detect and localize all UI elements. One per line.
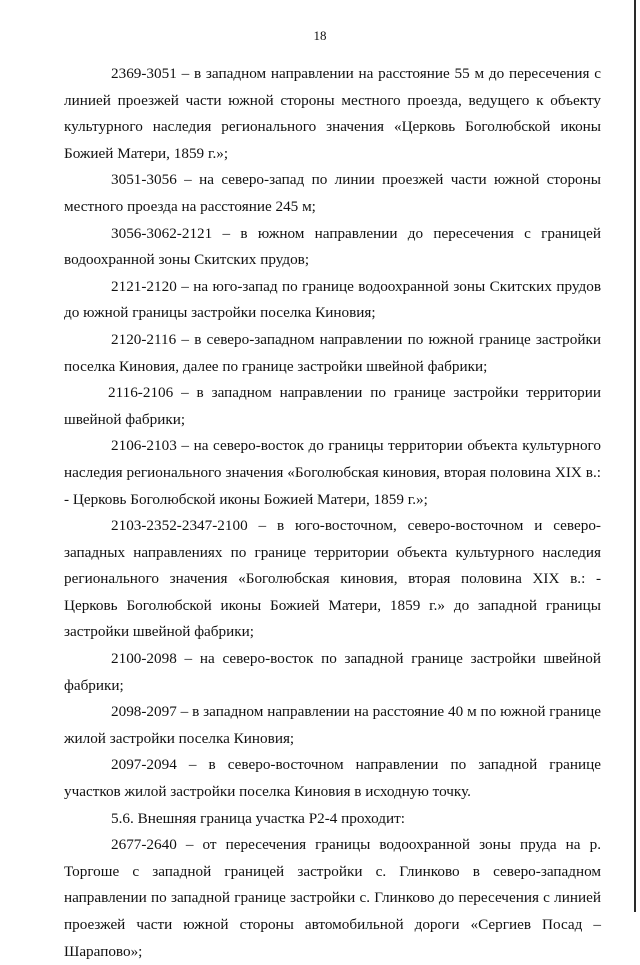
document-body (64, 61, 601, 965)
paragraph-2106-2103: 2106-2103 – на северо-восток до границы территории объекта культурного наследия регионального значения «Боголюбская киновия, вторая половина XIX в.: - Церковь Боголюбской иконы Божией Матери, 1859 г.»; (64, 437, 601, 508)
paragraph-2369-3051: 2369-3051 – в западном направлении на расстояние 55 м до пересечения с линией проезжей части южной стороны местного проезда, ведущего к объекту культурного наследия регионального значения «Церковь Боголюбской иконы Божией Матери, 1859 г.»; (64, 65, 601, 162)
paragraph-2677-2640: 2677-2640 – от пересечения границы водоохранной зоны пруда на р. Торгоше с западной границей застройки с. Глинково в северо-западном направлении по западной границе застройки с. Глинково до пересечения с линией проезжей части южной стороны автомобильной дороги «Сергиев Посад – Шарапово»; (64, 836, 601, 960)
paragraph-2098-2097: 2098-2097 – в западном направлении на расстояние 40 м по южной границе жилой застройки поселка Киновия; (64, 703, 601, 747)
paragraph-2097-2094: 2097-2094 – в северо-восточном направлении по западной границе участков жилой застройки поселка Киновия в исходную точку. (64, 756, 601, 801)
section-heading-5-6: 5.6. Внешняя граница участка Р2-4 проходит: (111, 809, 405, 827)
paragraph-3056-3062-2121: 3056-3062-2121 – в южном направлении до пересечения с границей водоохранной зоны Скитских прудов; (64, 224, 601, 269)
paragraph-3051-3056: 3051-3056 – на северо-запад по линии проезжей части южной стороны местного проезда на расстояние 245 м; (64, 171, 601, 215)
page-number: 18 (313, 28, 327, 43)
paragraph-2121-2120: 2121-2120 – на юго-запад по границе водоохранной зоны Скитских прудов до южной границы застройки поселка Киновия; (64, 277, 601, 322)
paragraph-2100-2098: 2100-2098 – на северо-восток по западной границе застройки швейной фабрики; (64, 650, 601, 694)
paragraph-2120-2116: 2120-2116 – в северо-западном направлении по южной границе застройки поселка Киновия, далее по границе застройки швейной фабрики; (64, 330, 601, 375)
page-edge (634, 0, 636, 912)
paragraph-2116-2106: 2116-2106 – в западном направлении по границе застройки территории швейной фабрики; (64, 384, 601, 428)
paragraph-2103-2100: 2103-2352-2347-2100 – в юго-восточном, северо-восточном и северо-западных направлениях по границе территории объекта культурного наследия регионального значения «Боголюбская киновия, вторая половина XIX в.: - Церковь Боголюбской иконы Божией Матери, 1859 г.» до западной границы застройки швейной фабрики; (64, 517, 601, 641)
